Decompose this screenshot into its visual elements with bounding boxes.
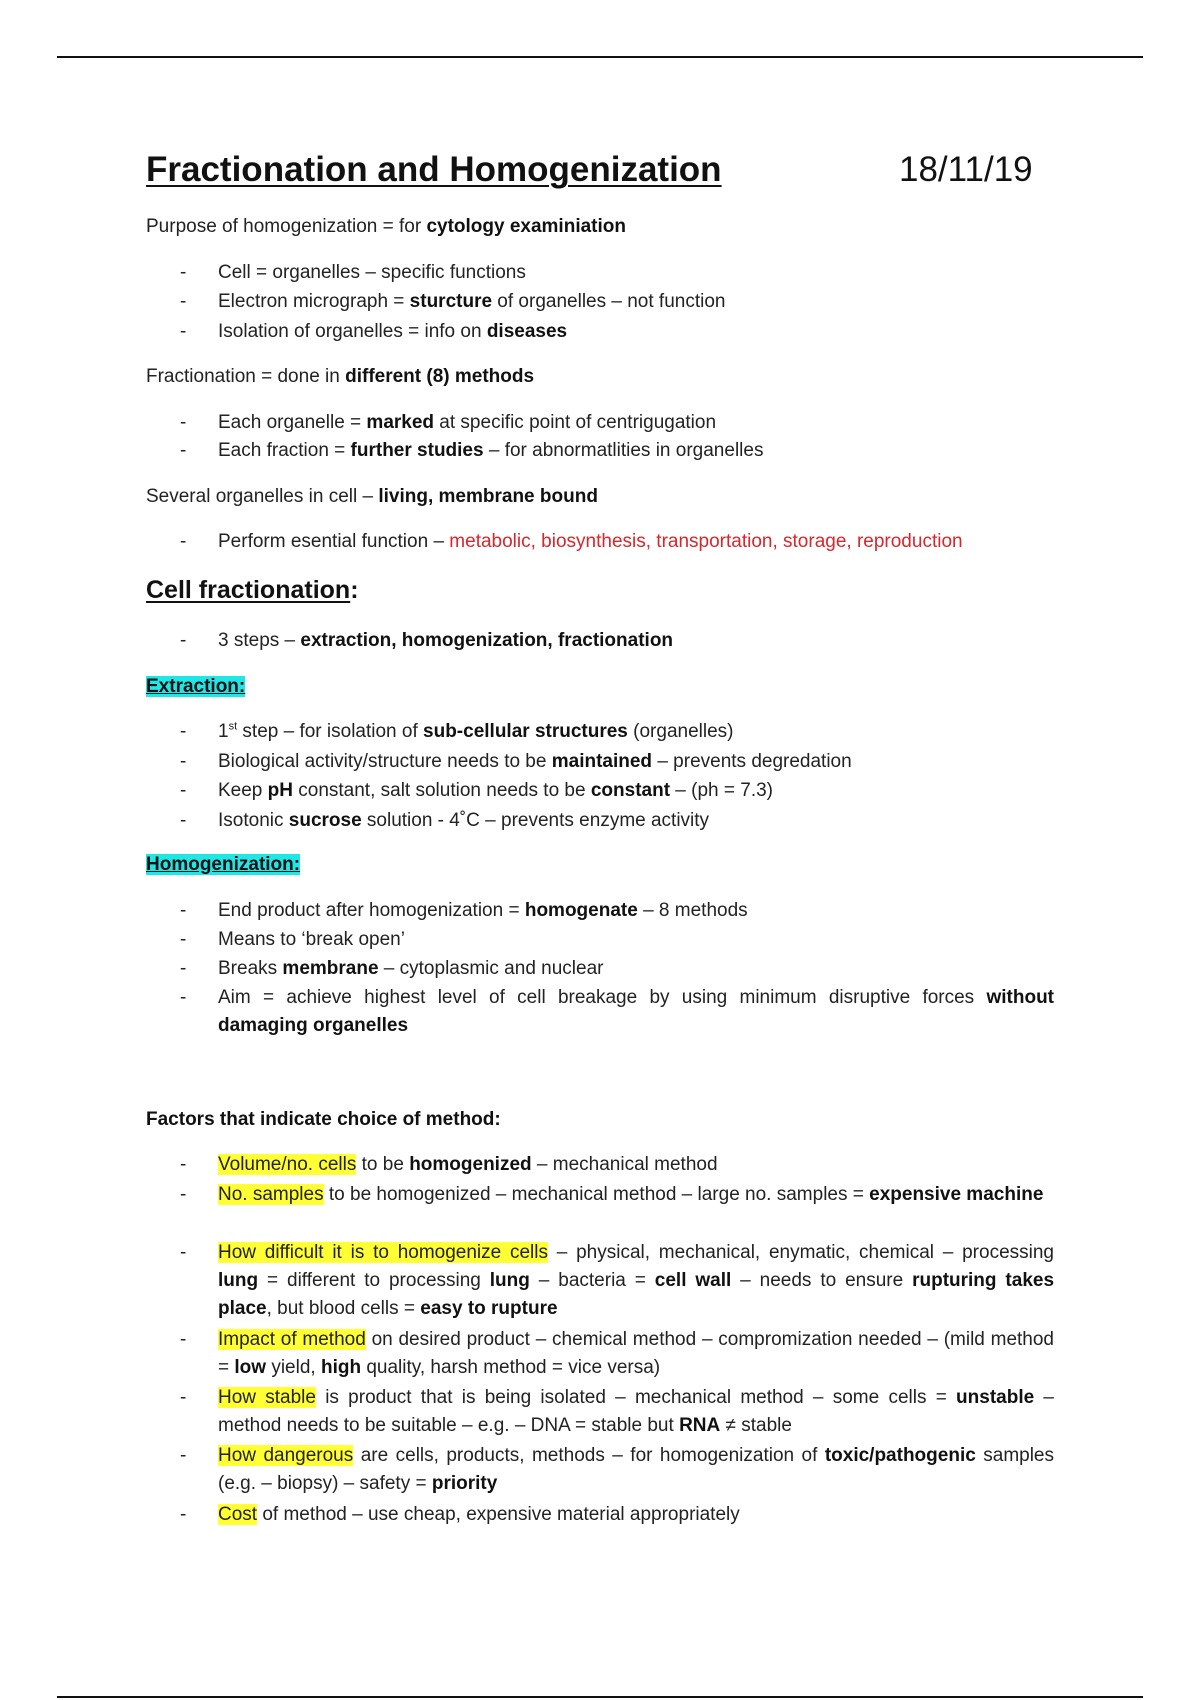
bullet-dash: - — [180, 630, 187, 651]
list-item: Volume/no. cells to be homogenized – mechanical method — [218, 1154, 718, 1175]
bullet-dash: - — [180, 1387, 187, 1408]
bullet-dash: - — [180, 780, 187, 801]
bullet-dash: - — [180, 987, 187, 1008]
top-rule — [57, 56, 1143, 58]
bullet-dash: - — [180, 412, 187, 433]
bottom-rule — [57, 1696, 1143, 1698]
list-item: End product after homogenization = homogenate – 8 methods — [218, 900, 748, 921]
list-item: Isolation of organelles = info on diseases — [218, 321, 568, 342]
list-item: Aim = achieve highest level of cell breakage by using minimum disruptive forces without damaging organelles — [218, 987, 1054, 1036]
list-item: How dangerous are cells, products, methods – for homogenization of toxic/pathogenic samples (e.g. – biopsy) – safety = priority — [218, 1445, 1054, 1494]
purpose-paragraph: Purpose of homogenization = for cytology examiniation — [146, 216, 626, 237]
subheading-extraction: Extraction: — [146, 676, 246, 697]
bullet-dash: - — [180, 751, 187, 772]
bullet-dash: - — [180, 1445, 187, 1466]
section-heading-cell-fractionation: Cell fractionation: — [146, 576, 359, 604]
list-item: Breaks membrane – cytoplasmic and nuclear — [218, 958, 604, 979]
factors-heading: Factors that indicate choice of method: — [146, 1109, 501, 1130]
list-item: How difficult it is to homogenize cells – physical, mechanical, enymatic, chemical – processing lung = different to processing lung – bacteria = cell wall – needs to ensure rupturing takes place, but blood cells = easy to rupture — [218, 1242, 1055, 1319]
bullet-dash: - — [180, 1242, 187, 1263]
bullet-dash: - — [180, 321, 187, 342]
list-item: Perform esential function – metabolic, biosynthesis, transportation, storage, reproduction — [218, 531, 963, 552]
list-item: No. samples to be homogenized – mechanical method – large no. samples = expensive machine — [218, 1184, 1044, 1205]
bullet-dash: - — [180, 531, 187, 552]
list-item: Keep pH constant, salt solution needs to be constant – (ph = 7.3) — [218, 780, 774, 801]
page-title: Fractionation and Homogenization — [146, 150, 722, 189]
bullet-dash: - — [180, 1184, 187, 1205]
page-date: 18/11/19 — [899, 150, 1033, 189]
list-item: Electron micrograph = sturcture of organelles – not function — [218, 291, 726, 312]
list-item: Cell = organelles – specific functions — [218, 262, 526, 283]
list-item: Means to ‘break open’ — [218, 929, 405, 950]
bullet-dash: - — [180, 440, 187, 461]
bullet-dash: - — [180, 721, 187, 742]
bullet-dash: - — [180, 810, 187, 831]
list-item: Each organelle = marked at specific point of centrigugation — [218, 412, 717, 433]
organelles-paragraph: Several organelles in cell – living, membrane bound — [146, 486, 598, 507]
list-item: Impact of method on desired product – chemical method – compromization needed – (mild method = low yield, high quality, harsh method = vice versa) — [218, 1329, 1054, 1378]
list-item: Each fraction = further studies – for abnormatlities in organelles — [218, 440, 764, 461]
list-item: Cost of method – use cheap, expensive material appropriately — [218, 1504, 740, 1525]
bullet-dash: - — [180, 1504, 187, 1525]
list-item: 3 steps – extraction, homogenization, fractionation — [218, 630, 674, 651]
bullet-dash: - — [180, 291, 187, 312]
list-item: How stable is product that is being isolated – mechanical method – some cells = unstable – method needs to be suitable – e.g. – DNA = stable but RNA ≠ stable — [218, 1387, 1054, 1436]
list-item: 1st step – for isolation of sub-cellular structures (organelles) — [218, 720, 734, 742]
list-item: Isotonic sucrose solution - 4˚C – prevents enzyme activity — [218, 810, 710, 831]
bullet-dash: - — [180, 1329, 187, 1350]
subheading-homogenization: Homogenization: — [146, 854, 301, 875]
list-item: Biological activity/structure needs to be maintained – prevents degredation — [218, 751, 852, 772]
bullet-dash: - — [180, 900, 187, 921]
bullet-dash: - — [180, 1154, 187, 1175]
bullet-dash: - — [180, 929, 187, 950]
bullet-dash: - — [180, 262, 187, 283]
bullet-dash: - — [180, 958, 187, 979]
fractionation-paragraph: Fractionation = done in different (8) methods — [146, 366, 535, 387]
